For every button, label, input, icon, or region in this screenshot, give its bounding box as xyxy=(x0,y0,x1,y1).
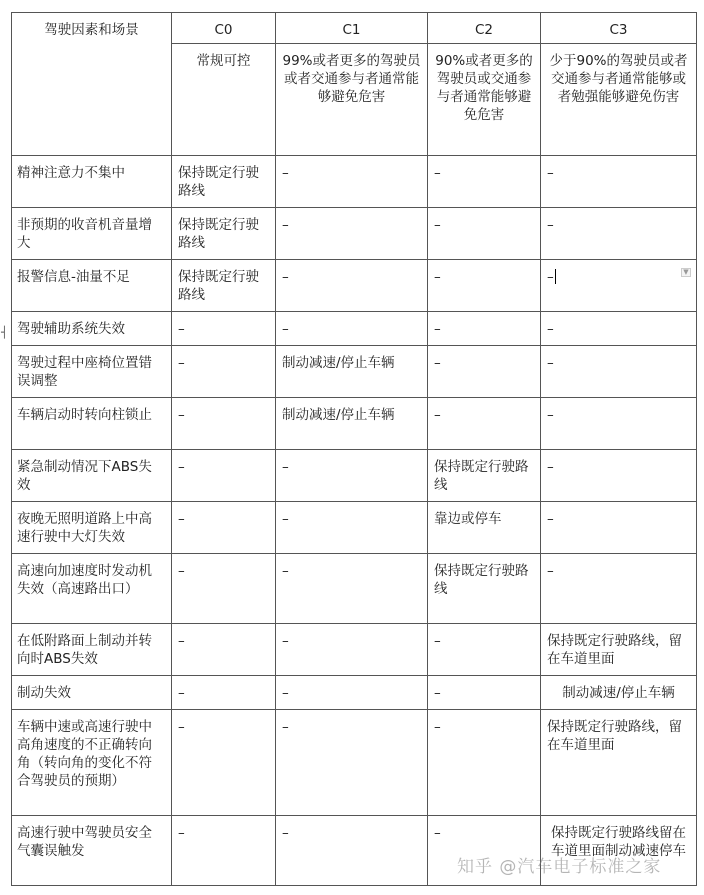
c3-cell: – xyxy=(541,312,697,346)
c2-cell: – xyxy=(428,312,541,346)
row-marker-icon: ┤ xyxy=(1,326,8,339)
header-level-row xyxy=(12,13,697,44)
c2-cell: – xyxy=(428,260,541,312)
factor-cell: 高速行驶中驾驶员安全气囊误触发 xyxy=(12,816,172,886)
factor-cell: 驾驶辅助系统失效 xyxy=(12,312,172,346)
factor-cell: 驾驶过程中座椅位置错误调整 xyxy=(12,346,172,398)
c2-cell: – xyxy=(428,208,541,260)
table-row xyxy=(12,312,697,346)
table-row xyxy=(12,554,697,624)
c1-cell: – xyxy=(276,208,428,260)
c3-cell: 保持既定行驶路线留在车道里面制动减速停车 xyxy=(541,816,697,886)
table-row xyxy=(12,676,697,710)
header-desc-c2: 90%或者更多的驾驶员或交通参与者通常能够避免危害 xyxy=(428,44,541,156)
cell-menu-toggle-icon[interactable]: ▼ xyxy=(681,268,691,277)
c0-cell: 保持既定行驶路线 xyxy=(172,156,276,208)
c3-cell: – xyxy=(541,208,697,260)
c1-cell: – xyxy=(276,450,428,502)
factor-cell: 制动失效 xyxy=(12,676,172,710)
header-level-c3: C3 xyxy=(541,13,697,44)
c0-cell: – xyxy=(172,710,276,816)
c1-cell: – xyxy=(276,156,428,208)
c2-cell: – xyxy=(428,676,541,710)
table-row xyxy=(12,156,697,208)
c0-cell: – xyxy=(172,624,276,676)
text-cursor xyxy=(555,269,556,284)
c3-cell: – xyxy=(541,346,697,398)
c3-cell: – xyxy=(541,450,697,502)
header-desc-c0: 常规可控 xyxy=(172,44,276,156)
c1-cell: – xyxy=(276,624,428,676)
c3-cell: – xyxy=(541,502,697,554)
factor-cell: 紧急制动情况下ABS失效 xyxy=(12,450,172,502)
factor-cell: 高速向加速度时发动机失效（高速路出口） xyxy=(12,554,172,624)
c2-cell: 保持既定行驶路线 xyxy=(428,450,541,502)
factor-cell: 车辆中速或高速行驶中高角速度的不正确转向角（转向角的变化不符合驾驶员的预期） xyxy=(12,710,172,816)
c1-cell: – xyxy=(276,554,428,624)
c1-cell: – xyxy=(276,260,428,312)
c3-cell: 保持既定行驶路线，留在车道里面 xyxy=(541,710,697,816)
c1-cell: – xyxy=(276,502,428,554)
factor-cell: 报警信息-油量不足 xyxy=(12,260,172,312)
watermark: 知乎 @汽车电子标准之家 xyxy=(457,857,662,877)
factor-cell: 精神注意力不集中 xyxy=(12,156,172,208)
c1-cell: – xyxy=(276,676,428,710)
c0-cell: – xyxy=(172,502,276,554)
c2-cell: – xyxy=(428,156,541,208)
c0-cell: – xyxy=(172,312,276,346)
factor-cell: 车辆启动时转向柱锁止 xyxy=(12,398,172,450)
c3-cell: – xyxy=(541,554,697,624)
header-level-c0: C0 xyxy=(172,13,276,44)
table-row xyxy=(12,398,697,450)
table-row xyxy=(12,346,697,398)
table-row xyxy=(12,450,697,502)
c3-cell: – xyxy=(541,156,697,208)
c0-cell: – xyxy=(172,676,276,710)
header-level-c1: C1 xyxy=(276,13,428,44)
table-row xyxy=(12,260,697,312)
header-desc-c1: 99%或者更多的驾驶员或者交通参与者通常能够避免危害 xyxy=(276,44,428,156)
c0-cell: 保持既定行驶路线 xyxy=(172,208,276,260)
c2-cell: – xyxy=(428,624,541,676)
c1-cell: – xyxy=(276,710,428,816)
factor-cell: 在低附路面上制动并转向时ABS失效 xyxy=(12,624,172,676)
c2-cell: 靠边或停车 xyxy=(428,502,541,554)
c0-cell: – xyxy=(172,450,276,502)
c3-cell: 制动减速/停止车辆 xyxy=(541,676,697,710)
table-row xyxy=(12,710,697,816)
c2-cell: – xyxy=(428,346,541,398)
controllability-table xyxy=(11,12,697,886)
c0-cell: – xyxy=(172,816,276,886)
c1-cell: – xyxy=(276,312,428,346)
c1-cell: 制动减速/停止车辆 xyxy=(276,346,428,398)
header-factor-label: 驾驶因素和场景 xyxy=(44,22,139,38)
table-row xyxy=(12,624,697,676)
c1-cell: – xyxy=(276,816,428,886)
c3-cell: 保持既定行驶路线，留在车道里面 xyxy=(541,624,697,676)
c0-cell: – xyxy=(172,554,276,624)
header-level-c2: C2 xyxy=(428,13,541,44)
factor-cell: 非预期的收音机音量增大 xyxy=(12,208,172,260)
table-row xyxy=(12,208,697,260)
c3-cell: – xyxy=(541,398,697,450)
c2-cell: – xyxy=(428,816,541,886)
c3-cell-editing[interactable] xyxy=(541,260,697,312)
header-desc-c3: 少于90%的驾驶员或者交通参与者通常能够或者勉强能够避免伤害 xyxy=(541,44,697,156)
c1-cell: 制动减速/停止车辆 xyxy=(276,398,428,450)
factor-cell: 夜晚无照明道路上中高速行驶中大灯失效 xyxy=(12,502,172,554)
c0-cell: 保持既定行驶路线 xyxy=(172,260,276,312)
c0-cell: – xyxy=(172,398,276,450)
table-row xyxy=(12,502,697,554)
c0-cell: – xyxy=(172,346,276,398)
c2-cell: – xyxy=(428,398,541,450)
c3-cell-text: – xyxy=(547,269,554,285)
c2-cell: – xyxy=(428,710,541,816)
c2-cell: 保持既定行驶路线 xyxy=(428,554,541,624)
header-factor-cell xyxy=(12,13,172,156)
